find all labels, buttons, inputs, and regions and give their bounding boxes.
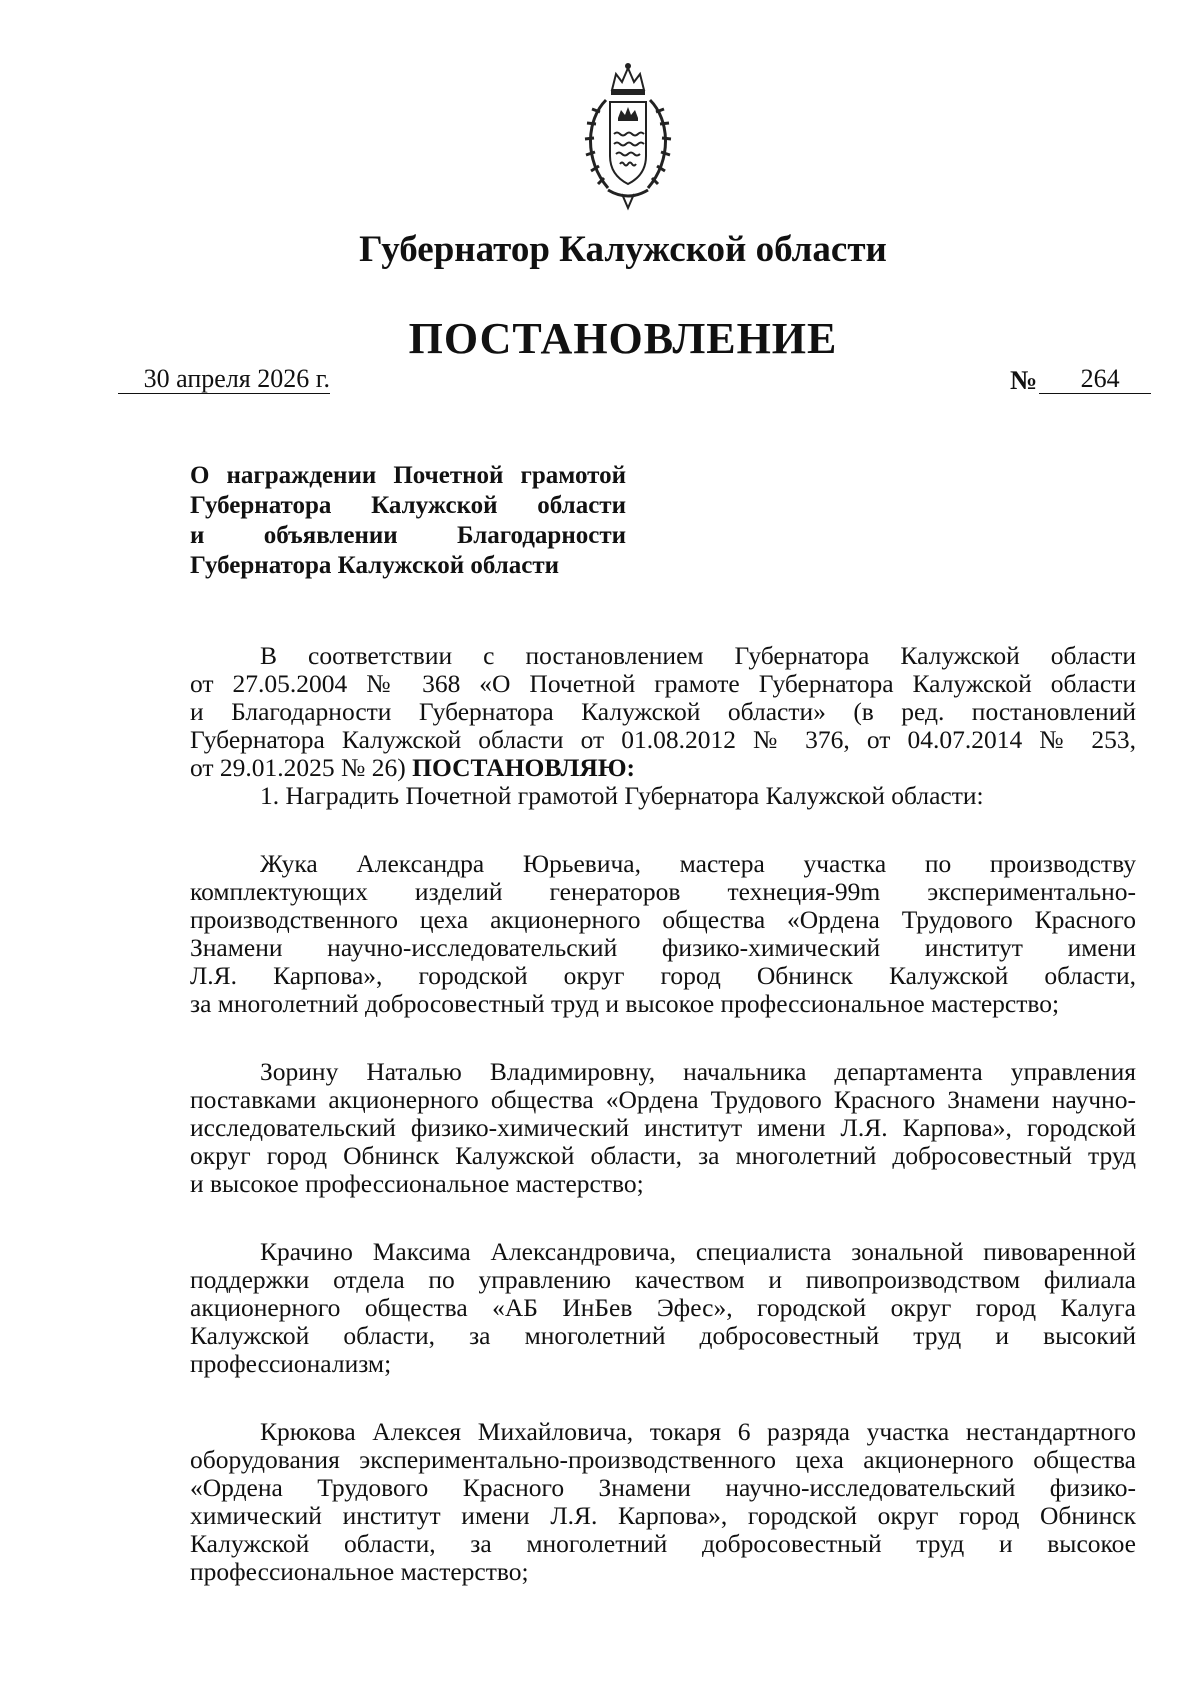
awardee-line: профессиональное мастерство;	[190, 1557, 529, 1586]
awardee-line: поддержки отдела по управлению качеством и пивопроизводством филиала	[190, 1266, 1136, 1294]
awardee-line: производственного цеха акционерного общества «Ордена Трудового Красного	[190, 906, 1136, 934]
awardee-line: Крюкова Алексея Михайловича, токаря 6 разряда участка нестандартного	[260, 1418, 1136, 1446]
awardee-line: акционерного общества «АБ ИнБев Эфес», городской округ город Калуга	[190, 1294, 1136, 1322]
preamble-line: Губернатора Калужской области от 01.08.2012 № 376, от 04.07.2014 № 253,	[190, 726, 1136, 754]
item-1: 1. Наградить Почетной грамотой Губернатора Калужской области:	[260, 781, 984, 810]
awardee-line: Калужской области, за многолетний добросовестный труд и высокое	[190, 1530, 1136, 1558]
awardee-line: за многолетний добросовестный труд и высокое профессиональное мастерство;	[190, 989, 1060, 1018]
awardee-line: «Ордена Трудового Красного Знамени научно-исследовательский физико-	[190, 1474, 1136, 1502]
issuing-authority: Губернатор Калужской области	[359, 229, 887, 270]
document-type-title: ПОСТАНОВЛЕНИЕ	[408, 314, 838, 363]
preamble-line: и Благодарности Губернатора Калужской области» (в ред. постановлений	[190, 698, 1136, 726]
awardee-line: Л.Я. Карпова», городской округ город Обнинск Калужской области,	[190, 962, 1136, 990]
subject-line: и объявлении Благодарности	[190, 522, 626, 549]
awardee-line: Крачино Максима Александровича, специалиста зональной пивоваренной	[260, 1238, 1136, 1266]
awardee-line: поставками акционерного общества «Ордена Трудового Красного Знамени научно-	[190, 1086, 1136, 1114]
preamble-line: от 27.05.2004 № 368 «О Почетной грамоте Губернатора Калужской области	[190, 670, 1136, 698]
awardee-line: комплектующих изделий генераторов технеция-99m экспериментально-	[190, 878, 1136, 906]
preamble-line: от 29.01.2025 № 26)	[190, 753, 406, 782]
preamble-line: В соответствии с постановлением Губернатора Калужской области	[260, 642, 1136, 670]
document-date: 30 апреля 2026 г.	[118, 365, 330, 394]
awardee-line: Жука Александра Юрьевича, мастера участка по производству	[260, 850, 1136, 878]
awardee-line: химический институт имени Л.Я. Карпова», городской округ город Обнинск	[190, 1502, 1136, 1530]
document-number-block	[1010, 365, 1151, 394]
awardee-line: профессионализм;	[190, 1349, 392, 1378]
awardee-line: округ город Обнинск Калужской области, за многолетний добросовестный труд	[190, 1142, 1136, 1170]
awardee-line: исследовательский физико-химический институт имени Л.Я. Карпова», городской	[190, 1114, 1136, 1142]
awardee-line: Знамени научно-исследовательский физико-химический институт имени	[190, 934, 1136, 962]
awardee-line: Зорину Наталью Владимировну, начальника департамента управления	[260, 1058, 1136, 1086]
coat-of-arms-icon	[578, 60, 678, 212]
awardee-line: оборудования экспериментально-производственного цеха акционерного общества	[190, 1446, 1136, 1474]
document-number: 264	[1039, 365, 1151, 394]
number-label: №	[1010, 365, 1038, 395]
decree-word: ПОСТАНОВЛЯЮ:	[412, 753, 636, 782]
subject-line: О награждении Почетной грамотой	[190, 462, 626, 489]
awardee-line: Калужской области, за многолетний добросовестный труд и высокий	[190, 1322, 1136, 1350]
subject-line: Губернатора Калужской области	[190, 552, 560, 579]
document-body	[190, 642, 1136, 1586]
awardee-line: и высокое профессиональное мастерство;	[190, 1169, 644, 1198]
document-subject	[190, 461, 626, 581]
preamble-final-line	[190, 754, 1136, 782]
subject-line: Губернатора Калужской области	[190, 492, 626, 519]
